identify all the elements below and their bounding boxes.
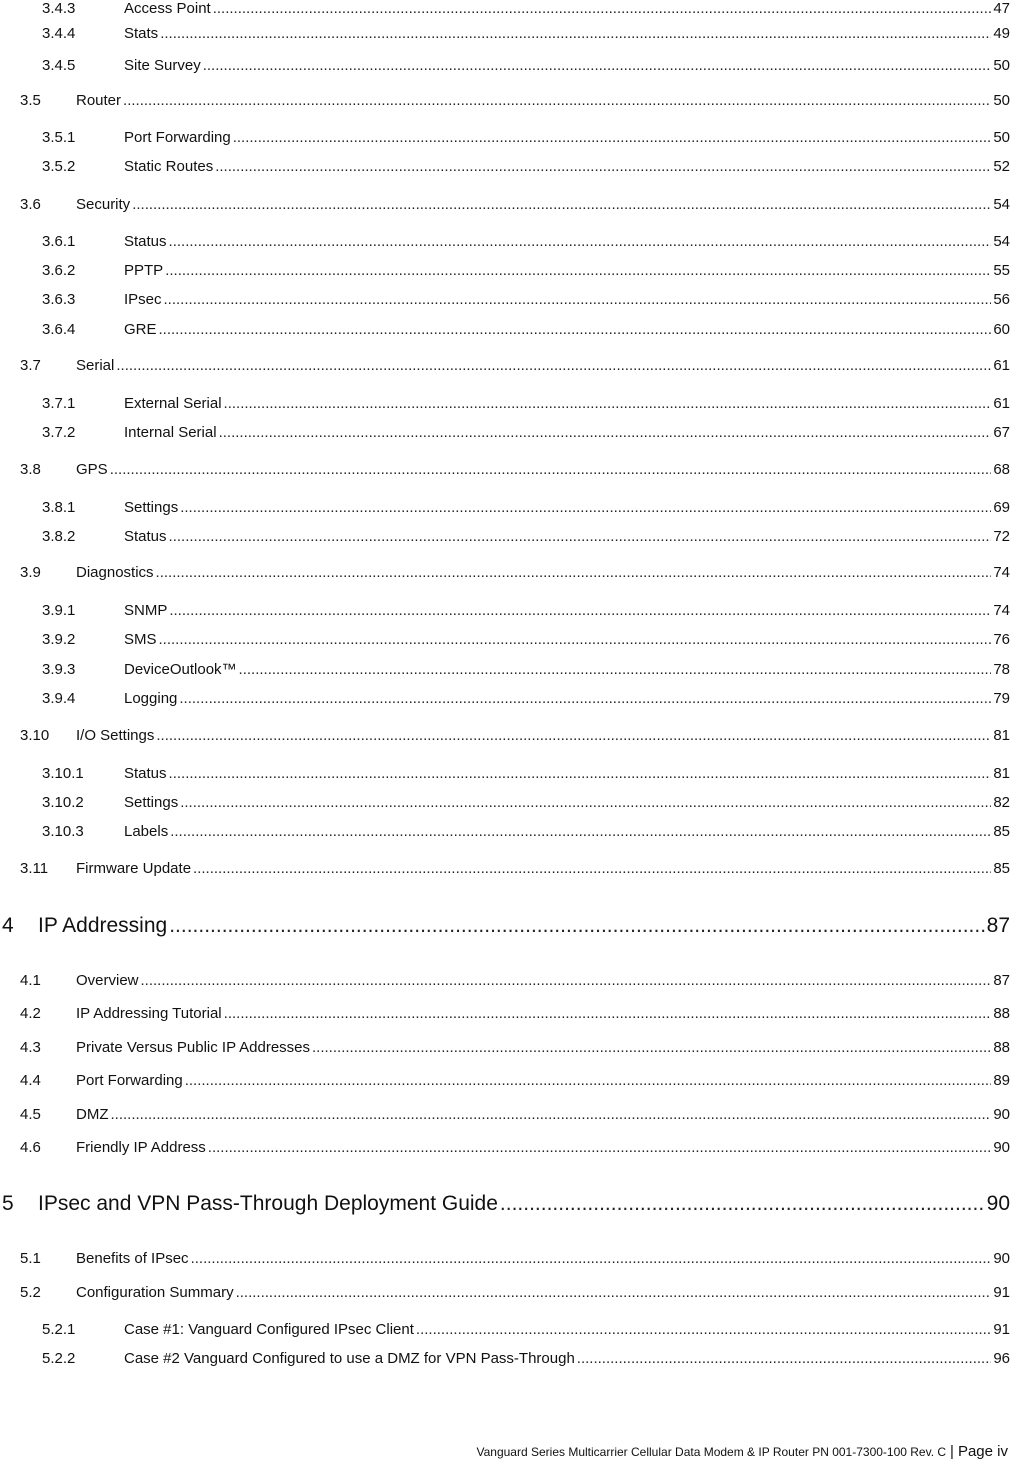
toc-entry-page: 91 bbox=[993, 1321, 1010, 1338]
toc-entry[interactable] bbox=[0, 158, 1012, 175]
toc-entry-title: Benefits of IPsec bbox=[76, 1250, 189, 1267]
toc-dot-leader bbox=[170, 823, 991, 840]
toc-entry-title: Static Routes bbox=[124, 158, 214, 175]
toc-entry-number: 4.6 bbox=[20, 1139, 41, 1156]
toc-dot-leader bbox=[169, 914, 984, 938]
toc-entry[interactable] bbox=[0, 661, 1012, 678]
toc-entry-title: GRE bbox=[124, 321, 157, 338]
toc-entry-number: 4.2 bbox=[20, 1005, 41, 1022]
toc-entry-title: Private Versus Public IP Addresses bbox=[76, 1039, 311, 1056]
toc-entry-number: 5.1 bbox=[20, 1250, 41, 1267]
toc-dot-leader bbox=[215, 158, 991, 175]
toc-entry-number: 3.10.3 bbox=[42, 823, 84, 840]
toc-entry-title: IP Addressing bbox=[38, 914, 168, 937]
toc-entry[interactable] bbox=[0, 1350, 1012, 1367]
toc-entry-number: 4.1 bbox=[20, 972, 41, 989]
toc-entry[interactable] bbox=[0, 291, 1012, 308]
toc-entry[interactable] bbox=[0, 564, 1012, 581]
toc-entry-number: 3.5.1 bbox=[42, 129, 76, 146]
toc-entry[interactable] bbox=[0, 631, 1012, 648]
toc-entry-title: Case #1: Vanguard Configured IPsec Client bbox=[124, 1321, 414, 1338]
toc-entry-page: 81 bbox=[993, 727, 1010, 744]
toc-dot-leader bbox=[179, 690, 991, 707]
toc-entry-title: SMS bbox=[124, 631, 157, 648]
toc-dot-leader bbox=[165, 262, 991, 279]
toc-entry-number: 3.10.1 bbox=[42, 765, 84, 782]
toc-entry-number: 3.7.1 bbox=[42, 395, 76, 412]
toc-entry[interactable] bbox=[0, 1005, 1012, 1022]
toc-entry-title: Security bbox=[76, 196, 131, 213]
toc-entry-page: 96 bbox=[993, 1350, 1010, 1367]
toc-entry-page: 82 bbox=[993, 794, 1010, 811]
toc-entry-title: Access Point bbox=[124, 0, 211, 17]
toc-entry-page: 87 bbox=[986, 914, 1010, 937]
toc-entry-title: Status bbox=[124, 233, 167, 250]
toc-entry-page: 91 bbox=[993, 1284, 1010, 1301]
toc-entry-number: 3.10.2 bbox=[42, 794, 84, 811]
toc-entry-page: 74 bbox=[993, 602, 1010, 619]
toc-entry[interactable] bbox=[0, 1321, 1012, 1338]
toc-entry[interactable] bbox=[0, 1106, 1012, 1123]
toc-dot-leader bbox=[236, 1284, 992, 1301]
toc-dot-leader bbox=[169, 528, 992, 545]
toc-entry-number: 3.11 bbox=[20, 860, 49, 877]
toc-entry-number: 3.9.2 bbox=[42, 631, 76, 648]
toc-entry-title: DeviceOutlook™ bbox=[124, 661, 237, 678]
toc-dot-leader bbox=[132, 196, 991, 213]
toc-entry-title: DMZ bbox=[76, 1106, 109, 1123]
toc-entry-number: 5.2 bbox=[20, 1284, 41, 1301]
toc-dot-leader bbox=[169, 602, 991, 619]
toc-dot-leader bbox=[156, 564, 992, 581]
toc-entry-page: 67 bbox=[993, 424, 1010, 441]
toc-entry-number: 4.3 bbox=[20, 1039, 41, 1056]
toc-dot-leader bbox=[180, 794, 991, 811]
toc-entry-number: 3.9.4 bbox=[42, 690, 76, 707]
toc-entry-title: Internal Serial bbox=[124, 424, 217, 441]
toc-entry[interactable] bbox=[0, 1250, 1012, 1267]
toc-entry-title: GPS bbox=[76, 461, 108, 478]
toc-entry-number: 3.4.3 bbox=[42, 0, 76, 17]
toc-entry-page: 54 bbox=[993, 196, 1010, 213]
toc-entry-page: 74 bbox=[993, 564, 1010, 581]
toc-entry-title: External Serial bbox=[124, 395, 222, 412]
toc-entry-page: 88 bbox=[993, 1039, 1010, 1056]
toc-entry-title: Case #2 Vanguard Configured to use a DMZ for VPN Pass-Through bbox=[124, 1350, 575, 1367]
toc-entry-number: 3.10 bbox=[20, 727, 50, 744]
toc-dot-leader bbox=[123, 92, 991, 109]
toc-entry[interactable] bbox=[0, 765, 1012, 782]
toc-dot-leader bbox=[233, 129, 992, 146]
toc-entry-number: 3.9.3 bbox=[42, 661, 76, 678]
toc-entry-page: 52 bbox=[993, 158, 1010, 175]
toc-entry-page: 76 bbox=[993, 631, 1010, 648]
toc-entry-title: Settings bbox=[124, 499, 179, 516]
footer-page-number: Page iv bbox=[957, 1443, 1008, 1460]
toc-dot-leader bbox=[208, 1139, 992, 1156]
toc-entry[interactable] bbox=[0, 57, 1012, 74]
toc-chapter-entry[interactable] bbox=[0, 914, 1012, 938]
toc-entry-page: 60 bbox=[993, 321, 1010, 338]
toc-entry[interactable] bbox=[0, 972, 1012, 989]
toc-entry-title: Configuration Summary bbox=[76, 1284, 234, 1301]
toc-entry-page: 72 bbox=[993, 528, 1010, 545]
toc-dot-leader bbox=[159, 321, 992, 338]
toc-entry-page: 85 bbox=[993, 860, 1010, 877]
toc-entry-page: 47 bbox=[993, 0, 1010, 17]
toc-entry[interactable] bbox=[0, 92, 1012, 109]
toc-entry-number: 3.9.1 bbox=[42, 602, 76, 619]
toc-entry[interactable] bbox=[0, 1139, 1012, 1156]
toc-dot-leader bbox=[156, 727, 991, 744]
toc-entry[interactable] bbox=[0, 321, 1012, 338]
toc-entry-number: 4 bbox=[2, 914, 14, 937]
toc-entry[interactable] bbox=[0, 262, 1012, 279]
toc-dot-leader bbox=[159, 631, 992, 648]
toc-entry[interactable] bbox=[0, 794, 1012, 811]
toc-entry-title: PPTP bbox=[124, 262, 164, 279]
toc-entry[interactable] bbox=[0, 690, 1012, 707]
toc-entry-title: Friendly IP Address bbox=[76, 1139, 206, 1156]
toc-entry-title: Status bbox=[124, 765, 167, 782]
toc-entry-title: Status bbox=[124, 528, 167, 545]
toc-entry-page: 50 bbox=[993, 129, 1010, 146]
toc-dot-leader bbox=[224, 1005, 992, 1022]
toc-entry-title: Firmware Update bbox=[76, 860, 192, 877]
toc-entry-title: Port Forwarding bbox=[76, 1072, 183, 1089]
toc-entry-title: IPsec and VPN Pass-Through Deployment Guide bbox=[38, 1192, 498, 1215]
toc-entry-page: 90 bbox=[993, 1139, 1010, 1156]
toc-entry-page: 61 bbox=[993, 357, 1010, 374]
toc-entry[interactable] bbox=[0, 860, 1012, 877]
toc-entry-page: 68 bbox=[993, 461, 1010, 478]
toc-dot-leader bbox=[500, 1192, 985, 1216]
toc-entry-number: 3.6.3 bbox=[42, 291, 76, 308]
toc-entry-title: Labels bbox=[124, 823, 169, 840]
toc-entry-title: Serial bbox=[76, 357, 115, 374]
toc-entry-number: 3.6.2 bbox=[42, 262, 76, 279]
toc-entry[interactable] bbox=[0, 25, 1012, 42]
toc-dot-leader bbox=[116, 357, 991, 374]
toc-dot-leader bbox=[164, 291, 992, 308]
toc-entry-page: 81 bbox=[993, 765, 1010, 782]
toc-entry-page: 85 bbox=[993, 823, 1010, 840]
toc-entry-page: 56 bbox=[993, 291, 1010, 308]
toc-entry-page: 88 bbox=[993, 1005, 1010, 1022]
toc-dot-leader bbox=[185, 1072, 992, 1089]
toc-dot-leader bbox=[213, 0, 992, 17]
toc-entry-number: 3.5.2 bbox=[42, 158, 76, 175]
toc-entry[interactable] bbox=[0, 395, 1012, 412]
toc-entry[interactable] bbox=[0, 233, 1012, 250]
toc-entry-title: I/O Settings bbox=[76, 727, 155, 744]
toc-dot-leader bbox=[577, 1350, 992, 1367]
toc-entry[interactable] bbox=[0, 1284, 1012, 1301]
toc-entry-title: SNMP bbox=[124, 602, 168, 619]
toc-entry[interactable] bbox=[0, 499, 1012, 516]
toc-entry-page: 55 bbox=[993, 262, 1010, 279]
toc-entry-number: 3.8.2 bbox=[42, 528, 76, 545]
toc-dot-leader bbox=[169, 233, 992, 250]
toc-entry-title: Site Survey bbox=[124, 57, 201, 74]
toc-entry-title: IP Addressing Tutorial bbox=[76, 1005, 222, 1022]
toc-dot-leader bbox=[169, 765, 992, 782]
toc-entry-page: 49 bbox=[993, 25, 1010, 42]
toc-entry-page: 90 bbox=[986, 1192, 1010, 1215]
toc-entry-number: 3.8 bbox=[20, 461, 41, 478]
toc-dot-leader bbox=[219, 424, 992, 441]
toc-entry[interactable] bbox=[0, 0, 1012, 17]
toc-entry-title: Stats bbox=[124, 25, 159, 42]
toc-entry-number: 3.6 bbox=[20, 196, 41, 213]
toc-entry-number: 3.4.4 bbox=[42, 25, 76, 42]
toc-entry-page: 87 bbox=[993, 972, 1010, 989]
toc-entry-number: 5 bbox=[2, 1192, 14, 1215]
toc-entry[interactable] bbox=[0, 602, 1012, 619]
toc-entry[interactable] bbox=[0, 424, 1012, 441]
toc-entry-title: Router bbox=[76, 92, 122, 109]
toc-entry[interactable] bbox=[0, 357, 1012, 374]
toc-entry-title: Overview bbox=[76, 972, 139, 989]
toc-dot-leader bbox=[203, 57, 992, 74]
toc-entry-page: 69 bbox=[993, 499, 1010, 516]
toc-entry-page: 89 bbox=[993, 1072, 1010, 1089]
toc-entry-number: 4.5 bbox=[20, 1106, 41, 1123]
toc-entry-title: Logging bbox=[124, 690, 178, 707]
toc-dot-leader bbox=[111, 1106, 992, 1123]
toc-entry-number: 3.7 bbox=[20, 357, 41, 374]
toc-chapter-entry[interactable] bbox=[0, 1192, 1012, 1216]
toc-entry[interactable] bbox=[0, 1072, 1012, 1089]
toc-dot-leader bbox=[239, 661, 992, 678]
toc-dot-leader bbox=[180, 499, 991, 516]
toc-entry-number: 3.6.4 bbox=[42, 321, 76, 338]
page-footer bbox=[477, 1443, 1009, 1460]
toc-entry[interactable] bbox=[0, 727, 1012, 744]
toc-entry-number: 3.6.1 bbox=[42, 233, 76, 250]
toc-entry-number: 3.8.1 bbox=[42, 499, 76, 516]
toc-entry-page: 90 bbox=[993, 1250, 1010, 1267]
toc-entry-title: Diagnostics bbox=[76, 564, 154, 581]
toc-dot-leader bbox=[191, 1250, 992, 1267]
toc-entry-number: 5.2.1 bbox=[42, 1321, 76, 1338]
toc-entry[interactable] bbox=[0, 1039, 1012, 1056]
toc-entry-title: Port Forwarding bbox=[124, 129, 231, 146]
toc-dot-leader bbox=[416, 1321, 991, 1338]
toc-entry-page: 50 bbox=[993, 57, 1010, 74]
toc-entry-number: 4.4 bbox=[20, 1072, 41, 1089]
toc-entry-page: 90 bbox=[993, 1106, 1010, 1123]
toc-dot-leader bbox=[110, 461, 992, 478]
footer-document-title: Vanguard Series Multicarrier Cellular Data Modem & IP Router PN 001-7300-100 Rev. C bbox=[476, 1445, 947, 1459]
toc-entry-title: Settings bbox=[124, 794, 179, 811]
toc-dot-leader bbox=[141, 972, 992, 989]
toc-entry[interactable] bbox=[0, 461, 1012, 478]
toc-entry-number: 3.7.2 bbox=[42, 424, 76, 441]
toc-entry-page: 78 bbox=[993, 661, 1010, 678]
toc-entry[interactable] bbox=[0, 528, 1012, 545]
toc-entry-page: 79 bbox=[993, 690, 1010, 707]
footer-separator: | bbox=[950, 1443, 954, 1460]
toc-entry-page: 54 bbox=[993, 233, 1010, 250]
toc-dot-leader bbox=[193, 860, 991, 877]
toc-entry-title: IPsec bbox=[124, 291, 162, 308]
toc-entry[interactable] bbox=[0, 196, 1012, 213]
toc-entry-page: 61 bbox=[993, 395, 1010, 412]
toc-entry[interactable] bbox=[0, 129, 1012, 146]
toc-dot-leader bbox=[312, 1039, 991, 1056]
toc-entry-page: 50 bbox=[993, 92, 1010, 109]
toc-entry-number: 5.2.2 bbox=[42, 1350, 76, 1367]
toc-entry-number: 3.5 bbox=[20, 92, 41, 109]
toc-dot-leader bbox=[224, 395, 992, 412]
toc-dot-leader bbox=[160, 25, 991, 42]
toc-entry-number: 3.4.5 bbox=[42, 57, 76, 74]
toc-entry-number: 3.9 bbox=[20, 564, 41, 581]
toc-entry[interactable] bbox=[0, 823, 1012, 840]
